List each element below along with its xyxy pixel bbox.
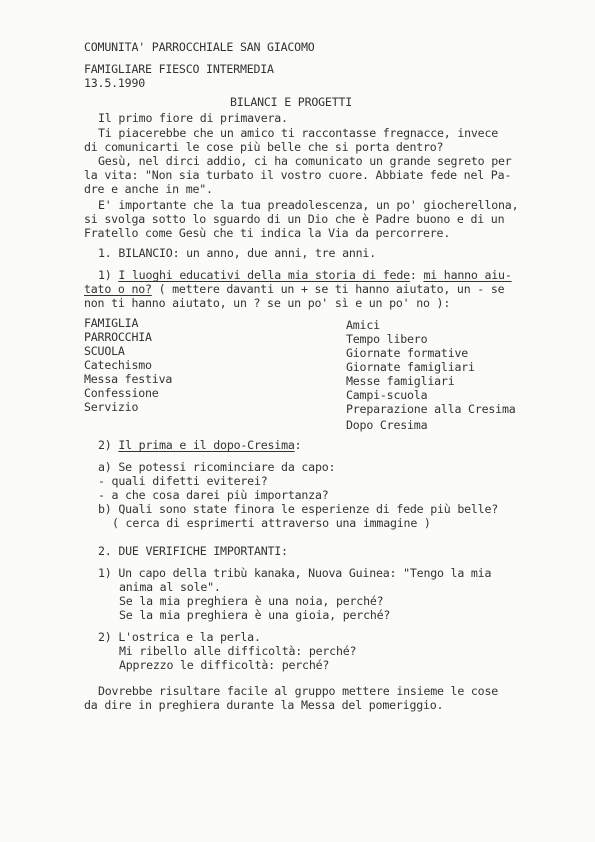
verification1-line: Se la mia preghiera è una noia, perché? <box>119 594 384 608</box>
question2-item: a) Se potessi ricominciare da capo: <box>98 460 336 474</box>
question1-line <box>84 282 504 296</box>
list-item: Campi-scuola <box>346 388 428 402</box>
list-item: Confessione <box>84 386 159 400</box>
verification2-line: Mi ribello alle difficoltà: perché? <box>119 644 357 658</box>
list-item: Catechismo <box>84 358 152 372</box>
intro-line: Il primo fiore di primavera. <box>98 111 288 125</box>
verification2-line: Apprezzo le difficoltà: perché? <box>119 658 330 672</box>
question1-subtitle-cont: tato o no? <box>84 282 152 296</box>
question1-title: I luoghi educativi della mia storia di fede <box>118 268 410 282</box>
list-item: FAMIGLIA <box>84 316 139 330</box>
list-item: Dopo Cresima <box>346 418 428 432</box>
list-item: Preparazione alla Cresima <box>346 402 516 416</box>
question2-item: - quali difetti eviterei? <box>98 474 268 488</box>
question1-line <box>98 268 512 282</box>
intro-line: Ti piacerebbe che un amico ti raccontasse fregnacce, invece <box>98 126 499 140</box>
intro-line: la vita: "Non sia turbato il vostro cuore. Abbiate fede nel Pa- <box>84 168 512 182</box>
question1-instruction: ( mettere davanti un + se ti hanno aiutato, un - se <box>151 282 505 296</box>
question2-title: Il prima e il dopo-Cresima <box>118 438 295 452</box>
intro-line: si svolga sotto lo sguardo di un Dio che è Padre buono e di un <box>84 212 505 226</box>
question2-item: - a che cosa darei più importanza? <box>98 488 329 502</box>
closing-line: Dovrebbe risultare facile al gruppo mettere insieme le cose <box>98 684 499 698</box>
intro-line: Fratello come Gesù che ti indica la Via da percorrere. <box>84 226 451 240</box>
header-group: FAMIGLIARE FIESCO INTERMEDIA <box>84 62 274 76</box>
list-item: Giornate formative <box>346 346 469 360</box>
intro-line: Gesù, nel dirci addio, ci ha comunicato un grande segreto per <box>98 154 512 168</box>
verification1-line: 1) Un capo della tribù kanaka, Nuova Guinea: "Tengo la mia <box>98 566 492 580</box>
verification1-line: anima al sole". <box>119 580 221 594</box>
intro-line: E' importante che la tua preadolescenza, un po' giocherellona, <box>98 198 519 212</box>
list-item: Giornate famigliari <box>346 360 475 374</box>
question2-line <box>98 438 301 452</box>
list-item: PARROCCHIA <box>84 330 152 344</box>
verification1-line: Se la mia preghiera è una gioia, perché? <box>119 608 391 622</box>
question1-instruction-cont: non ti hanno aiutato, un ? se un po' sì e un po' no ): <box>84 296 451 310</box>
verification2-line: 2) L'ostrica e la perla. <box>98 630 261 644</box>
list-item: Messa festiva <box>84 372 173 386</box>
question2-item: b) Quali sono state finora le esperienze di fede più belle? <box>98 502 499 516</box>
header-community: COMUNITA' PARROCCHIALE SAN GIACOMO <box>84 40 315 54</box>
section1-heading: 1. BILANCIO: un anno, due anni, tre anni. <box>98 246 376 260</box>
list-item: SCUOLA <box>84 344 125 358</box>
list-item: Servizio <box>84 400 139 414</box>
question2-item: ( cerca di esprimerti attraverso una immagine ) <box>112 516 431 530</box>
closing-line: da dire in preghiera durante la Messa del pomeriggio. <box>84 698 444 712</box>
question1-number: 1) <box>98 268 112 282</box>
section2-heading: 2. DUE VERIFICHE IMPORTANTI: <box>98 544 288 558</box>
page-title: BILANCI E PROGETTI <box>230 95 353 109</box>
question2-number: 2) <box>98 438 112 452</box>
header-date: 13.5.1990 <box>84 76 146 90</box>
list-item: Tempo libero <box>346 332 428 346</box>
intro-line: dre e anche in me". <box>84 182 213 196</box>
question2-colon: : <box>294 438 302 452</box>
list-item: Messe famigliari <box>346 374 455 388</box>
intro-line: di comunicarti le cose più belle che si porta dentro? <box>84 140 444 154</box>
list-item: Amici <box>346 318 380 332</box>
question1-colon: : <box>409 268 424 282</box>
question1-subtitle: mi hanno aiu- <box>423 268 512 282</box>
